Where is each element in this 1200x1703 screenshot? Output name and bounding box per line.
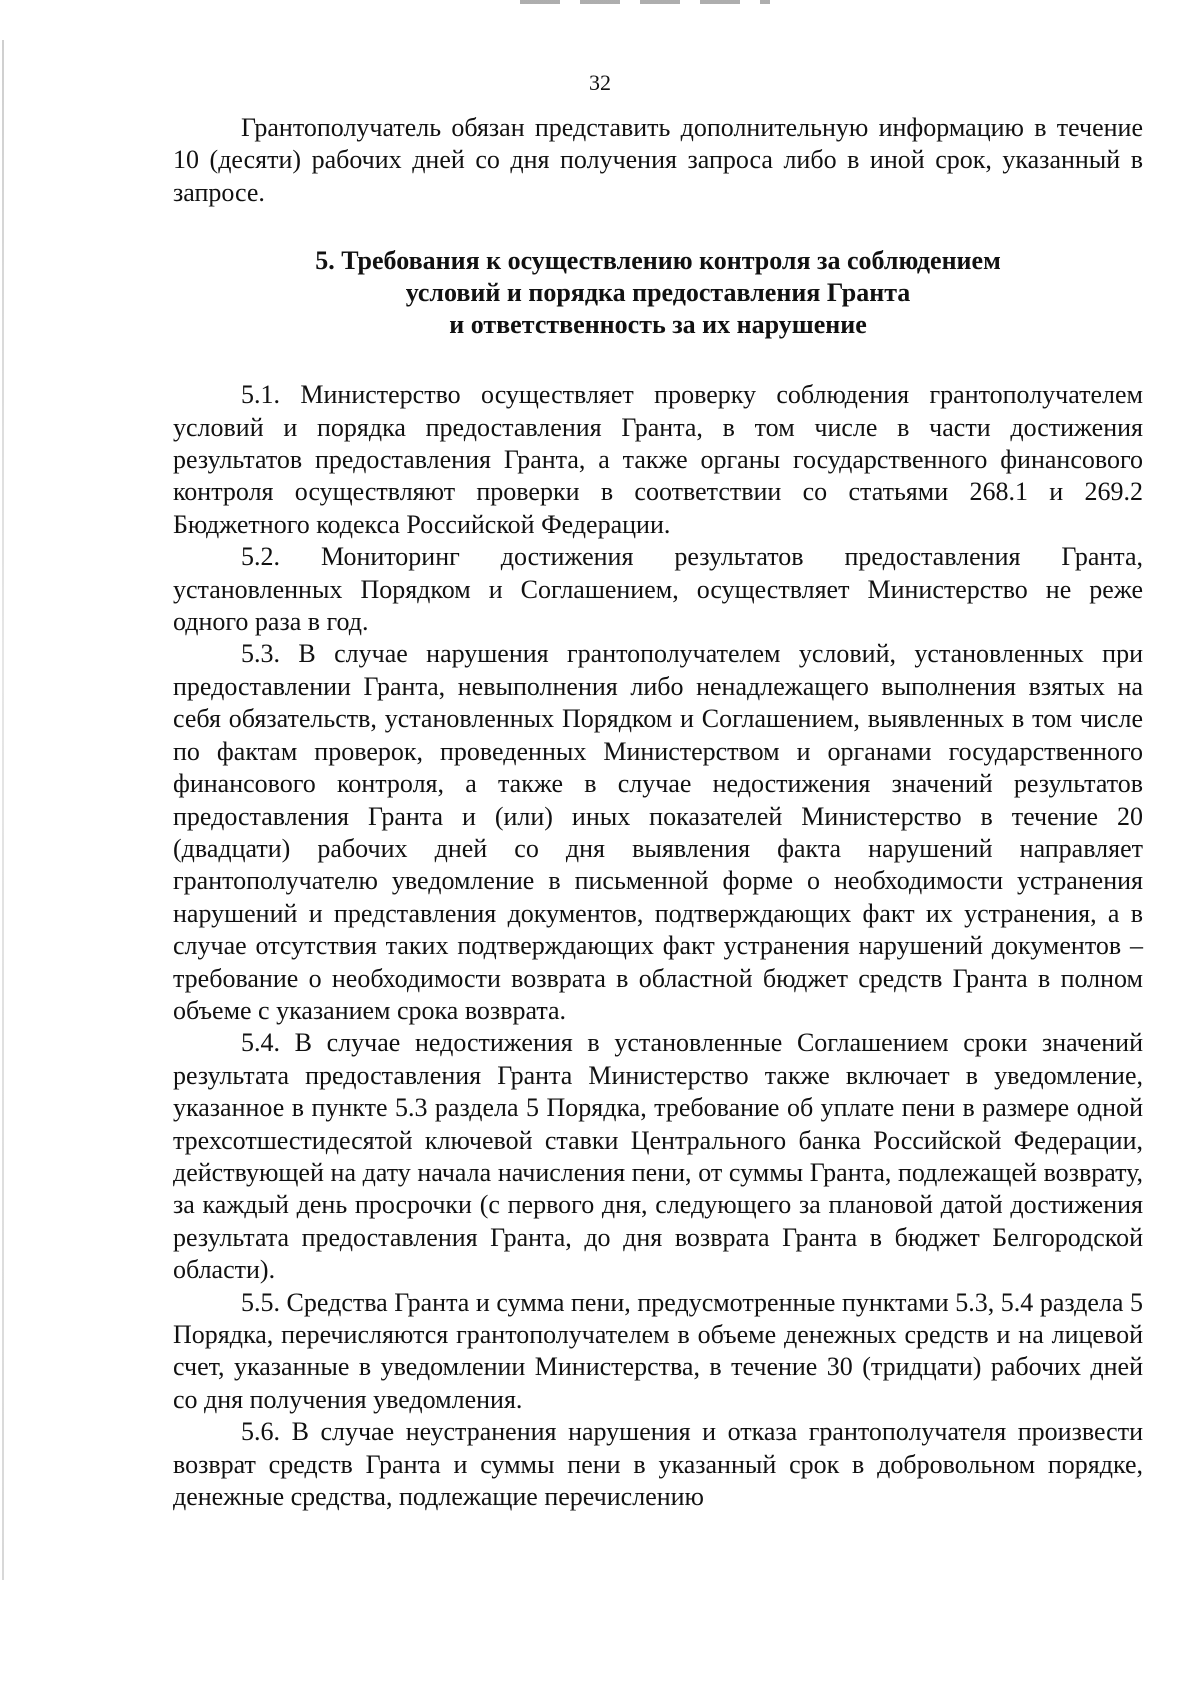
intro-paragraph: Грантополучатель обязан представить дополнительную информацию в течение 10 (десяти) рабочих дней со дня получения запроса либо в иной срок, указанный в запросе.	[173, 113, 1143, 207]
paragraph-5-4: 5.4. В случае недостижения в установленные Соглашением сроки значений результата предоставления Гранта Министерство также включает в уведомление, указанное в пункте 5.3 раздела 5 Порядка, требование об уплате пени в размере одной трехсотшестидесятой ключевой ставки Центрального банка Российской Федерации, действующей на дату начала начисления пени, от суммы Гранта, подлежащей возврату, за каждый день просрочки (с первого дня, следующего за плановой датой достижения результата предоставления Гранта, до дня возврата Гранта в бюджет Белгородской области).	[173, 1028, 1143, 1285]
section-heading-line-1: 5. Требования к осуществлению контроля за соблюдением	[315, 246, 1001, 276]
section-heading	[173, 245, 1143, 341]
page-number: 32	[589, 70, 611, 95]
scan-artifact-top	[520, 0, 770, 4]
section-heading-line-2: условий и порядка предоставления Гранта	[405, 278, 911, 308]
paragraph-5-3: 5.3. В случае нарушения грантополучателем условий, установленных при предоставлении Гранта, невыполнения либо ненадлежащего выполнения взятых на себя обязательств, установленных Порядком и Соглашением, выявленных в том числе по фактам проверок, проведенных Министерством и органами государственного финансового контроля, а также в случае недостижения значений результатов предоставления Гранта и (или) иных показателей Министерство в течение 20 (двадцати) рабочих дней со дня выявления факта нарушений направляет грантополучателю уведомление в письменной форме о необходимости устранения нарушений и представления документов, подтверждающих факт их устранения, а в случае отсутствия таких подтверждающих факт устранения нарушений документов – требование о необходимости возврата в областной бюджет средств Гранта в полном объеме с указанием срока возврата.	[173, 639, 1143, 1025]
paragraph-5-2: 5.2. Мониторинг достижения результатов предоставления Гранта, установленных Порядком и Соглашением, осуществляет Министерство не реже одного раза в год.	[173, 542, 1143, 637]
document-body	[173, 112, 1143, 1513]
paragraph-5-1: 5.1. Министерство осуществляет проверку соблюдения грантополучателем условий и порядка предоставления Гранта, в том числе в части достижения результатов предоставления Гранта, а также органы государственного финансового контроля осуществляют проверки в соответствии со статьями 268.1 и 269.2 Бюджетного кодекса Российской Федерации.	[173, 380, 1143, 539]
paragraph-5-6: 5.6. В случае неустранения нарушения и отказа грантополучателя произвести возврат средств Гранта и суммы пени в указанный срок в добровольном порядке, денежные средства, подлежащие перечислению	[173, 1417, 1143, 1512]
scan-artifact-left-edge	[2, 40, 4, 1580]
section-heading-line-3: и ответственность за их нарушение	[449, 310, 867, 340]
paragraph-5-5: 5.5. Средства Гранта и сумма пени, предусмотренные пунктами 5.3, 5.4 раздела 5 Порядка, перечисляются грантополучателем в объеме денежных средств и на лицевой счет, указанные в уведомлении Министерства, в течение 30 (тридцати) рабочих дней со дня получения уведомления.	[173, 1287, 1143, 1414]
